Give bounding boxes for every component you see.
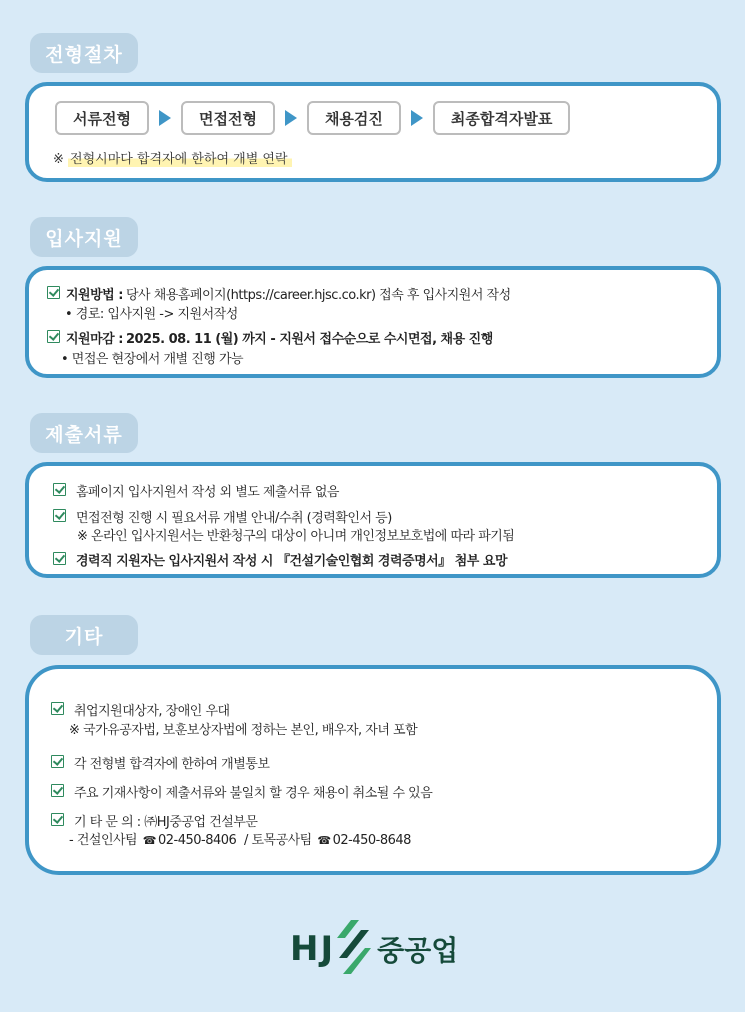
section-tag-process: 전형절차 [30,33,138,73]
check-square-icon [47,286,60,299]
note-mark: ※ [53,152,64,167]
check-square-icon [53,483,66,496]
section-tag-docs: 제출서류 [30,413,138,453]
triangle-right-icon [159,110,171,126]
process-steps [55,101,570,135]
docs-item-1-text: 홈페이지 입사지원서 작성 외 별도 제출서류 없음 [76,485,339,500]
apply-method-text: 당사 채용홈페이지(https://career.hjsc.co.kr) 접속 후 입사지원서 작성 [125,288,511,303]
etc-item-3 [51,782,432,801]
docs-item-2-sub: ※ 온라인 입사지원서는 반환청구의 대상이 아니며 개인정보보호법에 따라 파기됨 [77,529,515,544]
logo-mark-text: HJ [290,929,336,969]
docs-item-2-text: 면접전형 진행 시 필요서류 개별 안내/수취 (경력확인서 등) [76,511,392,526]
etc-item-1-text: 취업지원대상자, 장애인 우대 [74,704,230,719]
docs-item-3-text: 경력직 지원자는 입사지원서 작성 시 『건설기술인협회 경력증명서』 첨부 요망 [76,554,508,569]
docs-item-2 [53,507,392,526]
apply-box [25,266,721,378]
process-note [53,148,292,167]
apply-method-sub: • 경로: 입사지원 -> 지원서작성 [65,307,238,322]
check-square-icon [51,813,64,826]
etc-item-4 [51,811,257,830]
check-square-icon [53,509,66,522]
telephone-icon: ☎ [142,834,156,847]
contact-phone-1: 02-450-8406 [157,833,237,848]
etc-item-3-text: 주요 기재사항이 제출서류와 불일치 할 경우 채용이 취소될 수 있음 [74,786,433,801]
check-square-icon [51,702,64,715]
note-highlight-text: 전형시마다 합격자에 한하여 개별 연락 [68,152,291,167]
step-medical: 채용검진 [307,101,401,135]
apply-item-method [47,284,511,303]
apply-deadline-sub: • 면접은 현장에서 개별 진행 가능 [61,352,244,367]
logo-emblem-icon [337,918,371,980]
etc-contact [69,829,411,848]
docs-item-3 [53,550,507,569]
contact-separator: / 토목공사팀 [243,833,312,848]
step-final: 최종합격자발표 [433,101,570,135]
step-document: 서류전형 [55,101,149,135]
triangle-right-icon [411,110,423,126]
apply-method-label: 지원방법 : [66,288,123,303]
docs-item-1 [53,481,339,500]
company-logo [290,918,458,980]
etc-item-1 [51,700,230,719]
check-square-icon [47,330,60,343]
check-square-icon [51,784,64,797]
section-tag-apply: 입사지원 [30,217,138,257]
process-box [25,82,721,182]
contact-prefix: - 건설인사팀 [69,833,138,848]
etc-item-1-sub: ※ 국가유공자법, 보훈보상자법에 정하는 본인, 배우자, 자녀 포함 [69,723,418,738]
check-square-icon [53,552,66,565]
etc-box [25,665,721,875]
etc-item-4-text: 기 타 문 의 : ㈜HJ중공업 건설부문 [74,815,258,830]
apply-deadline-label: 지원마감 : [66,332,123,347]
section-tag-etc: 기타 [30,615,138,655]
logo-word-text: 중공업 [377,934,459,967]
step-interview: 면접전형 [181,101,275,135]
triangle-right-icon [285,110,297,126]
apply-deadline-text: 2025. 08. 11 (월) 까지 - 지원서 접수순으로 수시면접, 채용 진행 [125,332,493,347]
apply-item-deadline [47,328,493,347]
telephone-icon: ☎ [317,834,331,847]
etc-item-2-text: 각 전형별 합격자에 한하여 개별통보 [74,757,270,772]
etc-item-2 [51,753,269,772]
contact-phone-2: 02-450-8648 [332,833,411,848]
check-square-icon [51,755,64,768]
docs-box [25,462,721,578]
